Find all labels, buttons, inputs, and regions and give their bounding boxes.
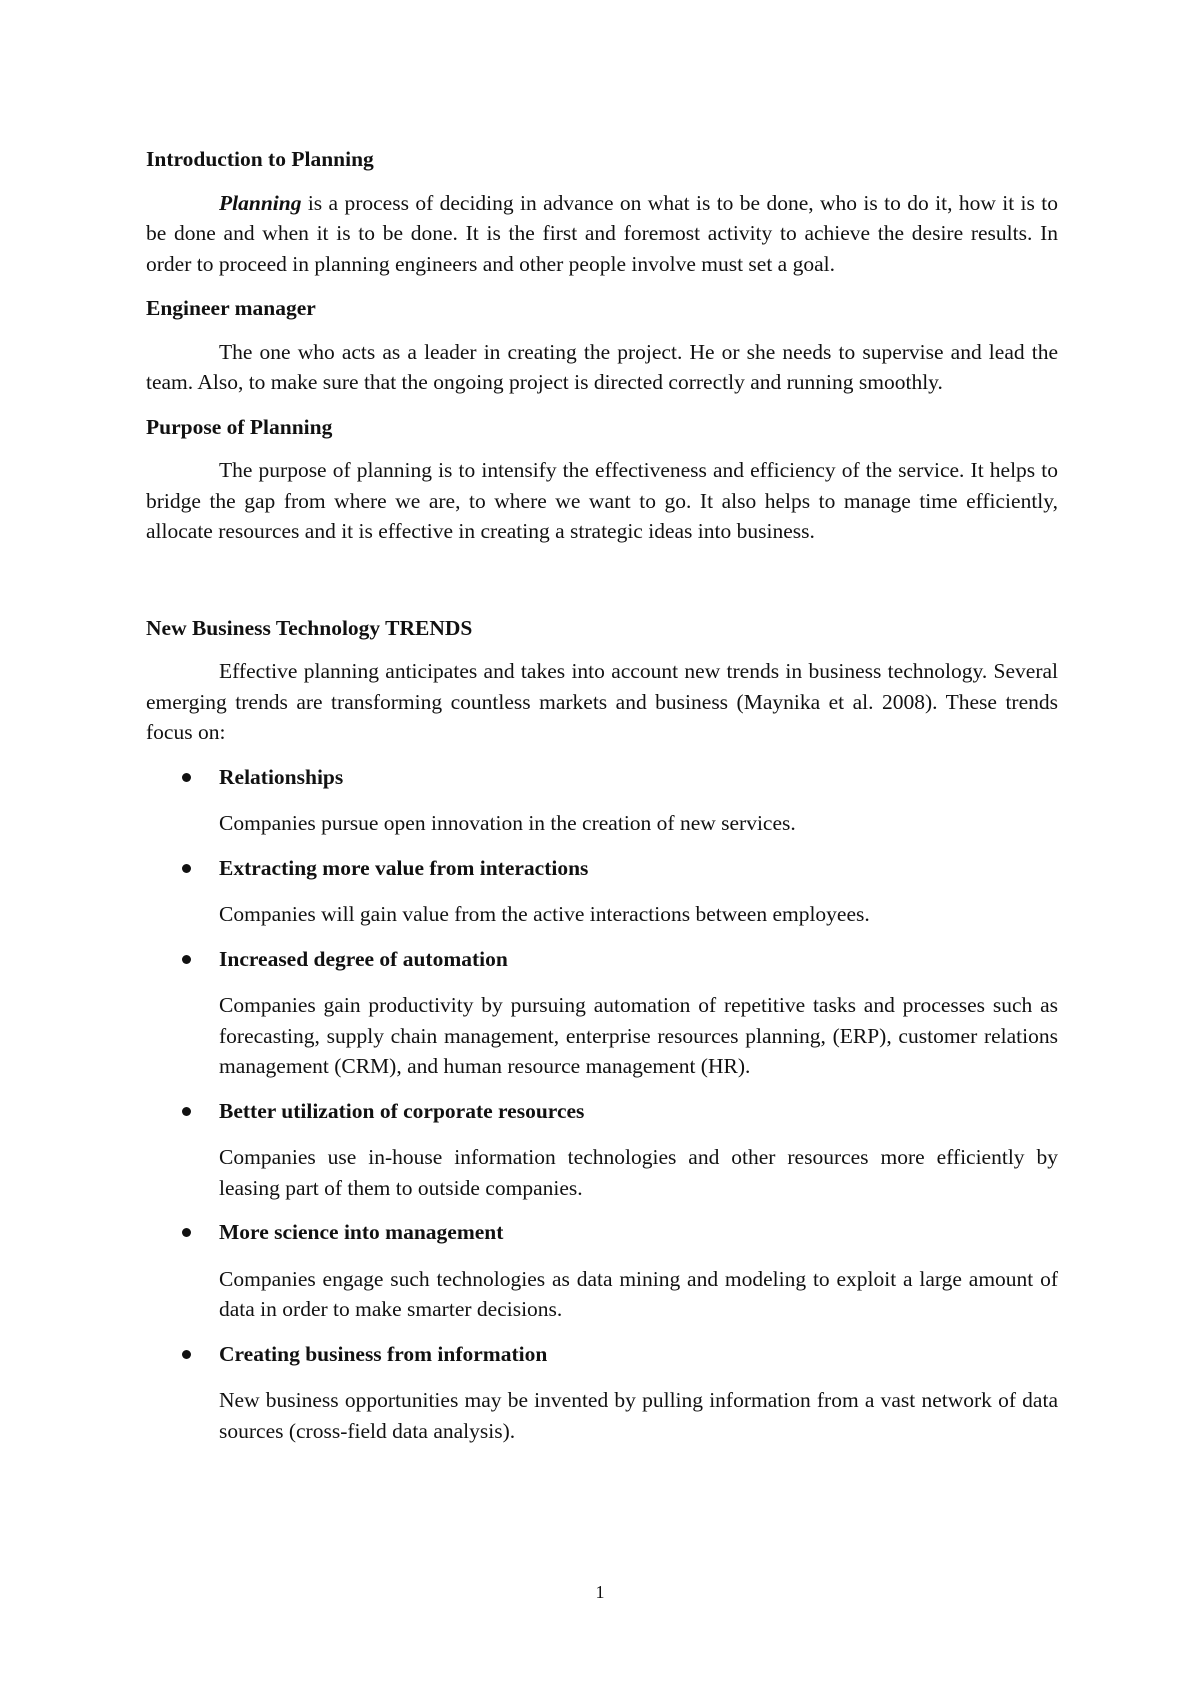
bullet-icon xyxy=(182,955,191,964)
section-heading: New Business Technology TRENDS xyxy=(146,615,473,640)
list-item-title: Creating business from information xyxy=(219,1341,548,1366)
bullet-icon xyxy=(182,773,191,782)
list-item-description: Companies will gain value from the active interactions between employees. xyxy=(219,902,870,926)
section-spacer xyxy=(146,547,1058,613)
section-paragraph xyxy=(146,188,1058,280)
section-heading: Engineer manager xyxy=(146,296,316,320)
list-item xyxy=(146,762,1058,839)
list-item-title: Extracting more value from interactions xyxy=(219,855,589,880)
section-paragraph: The purpose of planning is to intensify the effectiveness and efficiency of the service. It helps to bridge the gap from where we are, to where we want to go. It also helps to manage time efficiently, allocate resources and it is effective in creating a strategic ideas into business. xyxy=(146,458,1058,543)
section-paragraph: Effective planning anticipates and takes into account new trends in business technology. Several emerging trends are transforming countless markets and business (Maynika et al. 2008). These trends focus on: xyxy=(146,659,1058,744)
section-heading: Purpose of Planning xyxy=(146,414,333,439)
bullet-icon xyxy=(182,1228,191,1237)
list-item-title: Relationships xyxy=(219,764,344,789)
list-item xyxy=(146,853,1058,930)
bullet-icon xyxy=(182,1107,191,1116)
list-item-title: Better utilization of corporate resources xyxy=(219,1098,585,1123)
list-item-title: More science into management xyxy=(219,1220,504,1244)
section-purpose xyxy=(146,412,1058,547)
list-item-description: Companies use in-house information technologies and other resources more efficiently by leasing part of them to outside companies. xyxy=(219,1145,1058,1200)
list-item-title: Increased degree of automation xyxy=(219,946,508,971)
paragraph-text: is a process of deciding in advance on what is to be done, who is to do it, how it is to be done and when it is to be done. It is the first and foremost activity to achieve the desire results. In order to proceed in planning engineers and other people involve must set a goal. xyxy=(146,190,1058,276)
bullet-icon xyxy=(182,864,191,873)
section-introduction xyxy=(146,144,1058,279)
key-term: Planning xyxy=(219,190,302,215)
list-item xyxy=(146,1096,1058,1204)
list-item xyxy=(146,1217,1058,1325)
document-body xyxy=(146,144,1058,1460)
section-trends xyxy=(146,613,1058,1447)
section-heading: Introduction to Planning xyxy=(146,147,374,171)
list-item-description: Companies engage such technologies as data mining and modeling to exploit a large amount of data in order to make smarter decisions. xyxy=(219,1266,1058,1321)
page-number: 1 xyxy=(595,1582,605,1602)
list-item-description: Companies pursue open innovation in the creation of new services. xyxy=(219,811,796,835)
list-item-description: New business opportunities may be invented by pulling information from a vast network of data sources (cross-field data analysis). xyxy=(219,1388,1058,1443)
bullet-icon xyxy=(182,1350,191,1359)
section-engineer-manager xyxy=(146,293,1058,398)
list-item xyxy=(146,1339,1058,1447)
list-item xyxy=(146,944,1058,1082)
trends-list xyxy=(146,762,1058,1447)
list-item-description: Companies gain productivity by pursuing automation of repetitive tasks and processes such as forecasting, supply chain management, enterprise resources planning, (ERP), customer relations management (CRM), and human resource management (HR). xyxy=(219,993,1058,1078)
section-paragraph: The one who acts as a leader in creating the project. He or she needs to supervise and lead the team. Also, to make sure that the ongoing project is directed correctly and running smoothly. xyxy=(146,339,1058,394)
